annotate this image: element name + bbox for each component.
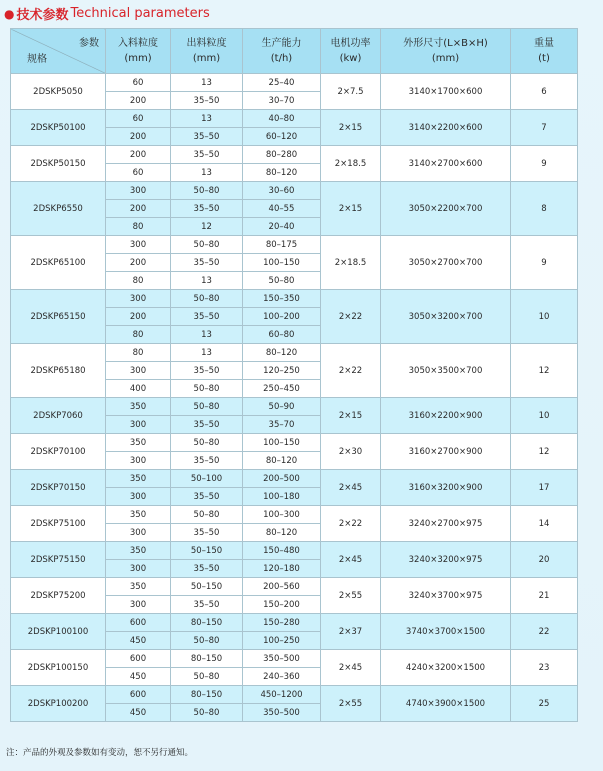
output-size-cell: 35–50 — [171, 128, 243, 146]
output-size-cell: 50–80 — [171, 380, 243, 398]
motor-power-cell: 2×15 — [321, 110, 381, 146]
output-size-cell: 12 — [171, 218, 243, 236]
footnote: 注：产品的外观及参数如有变动，恕不另行通知。 — [6, 748, 194, 758]
weight-cell: 25 — [511, 686, 578, 722]
capacity-cell: 100–300 — [243, 506, 321, 524]
model-cell: 2DSKP75100 — [11, 506, 106, 542]
output-size-cell: 35–50 — [171, 452, 243, 470]
table-row — [11, 614, 578, 632]
output-size-cell: 50–80 — [171, 506, 243, 524]
weight-cell: 7 — [511, 110, 578, 146]
col-header-weight: 重量 (t) — [511, 29, 578, 74]
motor-power-cell: 2×45 — [321, 650, 381, 686]
dimensions-cell: 3140×2200×600 — [381, 110, 511, 146]
output-size-cell: 50–100 — [171, 470, 243, 488]
capacity-cell: 60–120 — [243, 128, 321, 146]
model-cell: 2DSKP5050 — [11, 74, 106, 110]
feed-size-cell: 300 — [106, 416, 171, 434]
table-row — [11, 470, 578, 488]
capacity-cell: 35–70 — [243, 416, 321, 434]
feed-size-cell: 400 — [106, 380, 171, 398]
dimensions-cell: 3160×3200×900 — [381, 470, 511, 506]
feed-size-cell: 300 — [106, 236, 171, 254]
capacity-cell: 60–80 — [243, 326, 321, 344]
col-header-feed-size: 入料粒度 (mm) — [106, 29, 171, 74]
feed-size-cell: 600 — [106, 650, 171, 668]
table-row — [11, 74, 578, 92]
weight-cell: 17 — [511, 470, 578, 506]
weight-cell: 21 — [511, 578, 578, 614]
dimensions-cell: 3140×1700×600 — [381, 74, 511, 110]
corner-header — [11, 29, 106, 74]
feed-size-cell: 350 — [106, 506, 171, 524]
feed-size-cell: 300 — [106, 596, 171, 614]
capacity-cell: 40–55 — [243, 200, 321, 218]
dimensions-cell: 3050×2200×700 — [381, 182, 511, 236]
weight-cell: 9 — [511, 236, 578, 290]
weight-cell: 20 — [511, 542, 578, 578]
capacity-cell: 450–1200 — [243, 686, 321, 704]
capacity-cell: 80–175 — [243, 236, 321, 254]
capacity-cell: 150–200 — [243, 596, 321, 614]
motor-power-cell: 2×45 — [321, 470, 381, 506]
table-row — [11, 578, 578, 596]
feed-size-cell: 80 — [106, 218, 171, 236]
feed-size-cell: 450 — [106, 632, 171, 650]
capacity-cell: 200–560 — [243, 578, 321, 596]
weight-cell: 12 — [511, 434, 578, 470]
capacity-cell: 20–40 — [243, 218, 321, 236]
model-cell: 2DSKP65100 — [11, 236, 106, 290]
model-cell: 2DSKP50150 — [11, 146, 106, 182]
output-size-cell: 50–80 — [171, 236, 243, 254]
model-cell: 2DSKP100150 — [11, 650, 106, 686]
capacity-cell: 150–350 — [243, 290, 321, 308]
dimensions-cell: 3050×3500×700 — [381, 344, 511, 398]
model-cell: 2DSKP50100 — [11, 110, 106, 146]
capacity-cell: 100–150 — [243, 254, 321, 272]
capacity-cell: 120–180 — [243, 560, 321, 578]
table-row — [11, 398, 578, 416]
motor-power-cell: 2×7.5 — [321, 74, 381, 110]
weight-cell: 9 — [511, 146, 578, 182]
table-row — [11, 650, 578, 668]
motor-power-cell: 2×45 — [321, 542, 381, 578]
feed-size-cell: 300 — [106, 524, 171, 542]
dimensions-cell: 3740×3700×1500 — [381, 614, 511, 650]
bullet-icon: ● — [4, 6, 15, 21]
output-size-cell: 50–80 — [171, 704, 243, 722]
output-size-cell: 13 — [171, 164, 243, 182]
table-row — [11, 290, 578, 308]
output-size-cell: 35–50 — [171, 524, 243, 542]
output-size-cell: 50–150 — [171, 578, 243, 596]
motor-power-cell: 2×37 — [321, 614, 381, 650]
motor-power-cell: 2×15 — [321, 398, 381, 434]
output-size-cell: 13 — [171, 272, 243, 290]
feed-size-cell: 300 — [106, 182, 171, 200]
table-row — [11, 146, 578, 164]
feed-size-cell: 300 — [106, 452, 171, 470]
motor-power-cell: 2×55 — [321, 578, 381, 614]
dimensions-cell: 3160×2700×900 — [381, 434, 511, 470]
weight-cell: 23 — [511, 650, 578, 686]
capacity-cell: 350–500 — [243, 650, 321, 668]
dimensions-cell: 3140×2700×600 — [381, 146, 511, 182]
capacity-cell: 100–150 — [243, 434, 321, 452]
output-size-cell: 35–50 — [171, 200, 243, 218]
dimensions-cell: 3240×2700×975 — [381, 506, 511, 542]
header-row — [11, 29, 578, 74]
table-row — [11, 542, 578, 560]
title-zh: 技术参数 — [16, 8, 69, 23]
capacity-cell: 100–180 — [243, 488, 321, 506]
capacity-cell: 200–500 — [243, 470, 321, 488]
capacity-cell: 240–360 — [243, 668, 321, 686]
feed-size-cell: 200 — [106, 308, 171, 326]
feed-size-cell: 600 — [106, 614, 171, 632]
feed-size-cell: 200 — [106, 254, 171, 272]
dimensions-cell: 4240×3200×1500 — [381, 650, 511, 686]
capacity-cell: 80–120 — [243, 452, 321, 470]
title-en: Technical parameters — [70, 6, 210, 21]
capacity-cell: 50–80 — [243, 272, 321, 290]
capacity-cell: 120–250 — [243, 362, 321, 380]
feed-size-cell: 450 — [106, 704, 171, 722]
feed-size-cell: 200 — [106, 146, 171, 164]
output-size-cell: 35–50 — [171, 254, 243, 272]
output-size-cell: 35–50 — [171, 308, 243, 326]
model-cell: 2DSKP75200 — [11, 578, 106, 614]
output-size-cell: 35–50 — [171, 146, 243, 164]
feed-size-cell: 200 — [106, 92, 171, 110]
col-header-motor-power: 电机功率 (kw) — [321, 29, 381, 74]
feed-size-cell: 60 — [106, 74, 171, 92]
model-cell: 2DSKP65150 — [11, 290, 106, 344]
table-row — [11, 344, 578, 362]
feed-size-cell: 80 — [106, 344, 171, 362]
table-row — [11, 434, 578, 452]
dimensions-cell: 3160×2200×900 — [381, 398, 511, 434]
motor-power-cell: 2×18.5 — [321, 236, 381, 290]
dimensions-cell: 3050×3200×700 — [381, 290, 511, 344]
output-size-cell: 35–50 — [171, 560, 243, 578]
motor-power-cell: 2×22 — [321, 344, 381, 398]
output-size-cell: 13 — [171, 326, 243, 344]
model-cell: 2DSKP7060 — [11, 398, 106, 434]
feed-size-cell: 600 — [106, 686, 171, 704]
weight-cell: 10 — [511, 398, 578, 434]
capacity-cell: 80–120 — [243, 344, 321, 362]
output-size-cell: 35–50 — [171, 416, 243, 434]
col-header-capacity: 生产能力 (t/h) — [243, 29, 321, 74]
output-size-cell: 50–80 — [171, 434, 243, 452]
motor-power-cell: 2×55 — [321, 686, 381, 722]
output-size-cell: 50–80 — [171, 668, 243, 686]
weight-cell: 22 — [511, 614, 578, 650]
table-row — [11, 110, 578, 128]
dimensions-cell: 4740×3900×1500 — [381, 686, 511, 722]
output-size-cell: 35–50 — [171, 596, 243, 614]
output-size-cell: 13 — [171, 344, 243, 362]
corner-bottom-label: 规格 — [27, 54, 47, 65]
output-size-cell: 80–150 — [171, 686, 243, 704]
output-size-cell: 13 — [171, 110, 243, 128]
weight-cell: 10 — [511, 290, 578, 344]
motor-power-cell: 2×18.5 — [321, 146, 381, 182]
motor-power-cell: 2×15 — [321, 182, 381, 236]
feed-size-cell: 350 — [106, 542, 171, 560]
capacity-cell: 250–450 — [243, 380, 321, 398]
capacity-cell: 25–40 — [243, 74, 321, 92]
capacity-cell: 30–70 — [243, 92, 321, 110]
col-header-output-size: 出料粒度 (mm) — [171, 29, 243, 74]
motor-power-cell: 2×22 — [321, 290, 381, 344]
feed-size-cell: 450 — [106, 668, 171, 686]
feed-size-cell: 80 — [106, 272, 171, 290]
capacity-cell: 100–200 — [243, 308, 321, 326]
model-cell: 2DSKP100200 — [11, 686, 106, 722]
capacity-cell: 80–120 — [243, 524, 321, 542]
table-body — [11, 74, 578, 722]
table-row — [11, 236, 578, 254]
dimensions-cell: 3240×3700×975 — [381, 578, 511, 614]
corner-top-label: 参数 — [79, 38, 99, 49]
feed-size-cell: 60 — [106, 164, 171, 182]
output-size-cell: 80–150 — [171, 650, 243, 668]
feed-size-cell: 350 — [106, 578, 171, 596]
dimensions-cell: 3050×2700×700 — [381, 236, 511, 290]
feed-size-cell: 300 — [106, 362, 171, 380]
model-cell: 2DSKP75150 — [11, 542, 106, 578]
weight-cell: 6 — [511, 74, 578, 110]
feed-size-cell: 300 — [106, 488, 171, 506]
feed-size-cell: 200 — [106, 200, 171, 218]
output-size-cell: 50–80 — [171, 182, 243, 200]
section-title — [4, 4, 210, 23]
col-header-dimensions: 外形尺寸(L×B×H) (mm) — [381, 29, 511, 74]
capacity-cell: 30–60 — [243, 182, 321, 200]
capacity-cell: 150–480 — [243, 542, 321, 560]
model-cell: 2DSKP6550 — [11, 182, 106, 236]
capacity-cell: 100–250 — [243, 632, 321, 650]
motor-power-cell: 2×30 — [321, 434, 381, 470]
model-cell: 2DSKP70100 — [11, 434, 106, 470]
output-size-cell: 50–80 — [171, 290, 243, 308]
weight-cell: 14 — [511, 506, 578, 542]
dimensions-cell: 3240×3200×975 — [381, 542, 511, 578]
table-row — [11, 686, 578, 704]
output-size-cell: 13 — [171, 74, 243, 92]
feed-size-cell: 60 — [106, 110, 171, 128]
feed-size-cell: 350 — [106, 398, 171, 416]
model-cell: 2DSKP65180 — [11, 344, 106, 398]
capacity-cell: 50–90 — [243, 398, 321, 416]
feed-size-cell: 300 — [106, 560, 171, 578]
output-size-cell: 80–150 — [171, 614, 243, 632]
feed-size-cell: 300 — [106, 290, 171, 308]
feed-size-cell: 200 — [106, 128, 171, 146]
output-size-cell: 50–80 — [171, 632, 243, 650]
motor-power-cell: 2×22 — [321, 506, 381, 542]
output-size-cell: 35–50 — [171, 488, 243, 506]
table-row — [11, 506, 578, 524]
feed-size-cell: 350 — [106, 470, 171, 488]
capacity-cell: 80–120 — [243, 164, 321, 182]
model-cell: 2DSKP70150 — [11, 470, 106, 506]
feed-size-cell: 80 — [106, 326, 171, 344]
capacity-cell: 150–280 — [243, 614, 321, 632]
capacity-cell: 40–80 — [243, 110, 321, 128]
output-size-cell: 50–150 — [171, 542, 243, 560]
output-size-cell: 35–50 — [171, 362, 243, 380]
weight-cell: 12 — [511, 344, 578, 398]
feed-size-cell: 350 — [106, 434, 171, 452]
output-size-cell: 35–50 — [171, 92, 243, 110]
weight-cell: 8 — [511, 182, 578, 236]
model-cell: 2DSKP100100 — [11, 614, 106, 650]
parameters-table — [10, 28, 578, 722]
capacity-cell: 350–500 — [243, 704, 321, 722]
capacity-cell: 80–280 — [243, 146, 321, 164]
output-size-cell: 50–80 — [171, 398, 243, 416]
table-row — [11, 182, 578, 200]
